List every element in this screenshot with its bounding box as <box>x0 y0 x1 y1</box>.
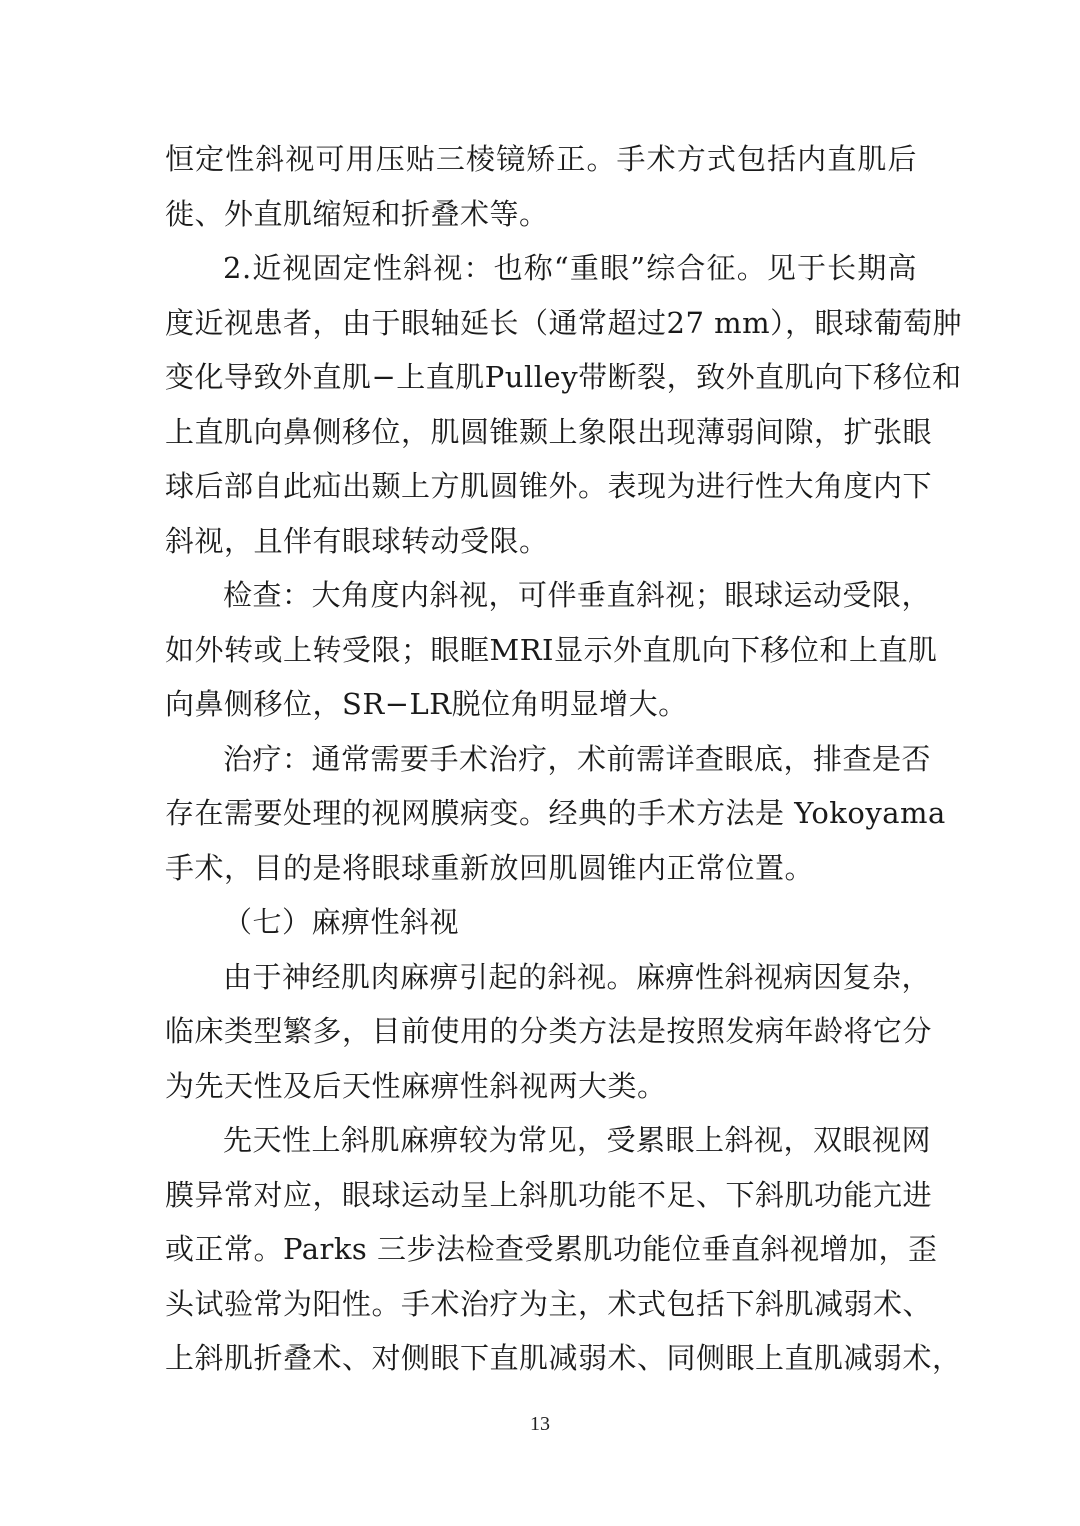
section-heading <box>165 895 917 950</box>
text-line: 上斜肌折叠术、对侧眼下直肌减弱术、同侧眼上直肌减弱术， <box>165 1341 962 1375</box>
text-line: 治疗：通常需要手术治疗，术前需详查眼底，排查是否 <box>223 741 932 776</box>
text-line: 为先天性及后天性麻痹性斜视两大类。 <box>165 1068 667 1103</box>
document-body <box>165 132 963 1386</box>
paragraph-3 <box>165 568 938 732</box>
text-line: 徙、外直肌缩短和折叠术等。 <box>165 196 549 231</box>
text-line: 上直肌向鼻侧移位，肌圆锥颞上象限出现薄弱间隙，扩张眼 <box>165 414 933 449</box>
paragraph-4 <box>165 732 946 896</box>
paragraph-2 <box>165 241 963 568</box>
text-line: 先天性上斜肌麻痹较为常见，受累眼上斜视，双眼视网 <box>223 1123 932 1157</box>
text-line: 如外转或上转受限；眼眶MRI显示外直肌向下移位和上直肌 <box>165 632 938 667</box>
text-line: 膜异常对应，眼球运动呈上斜肌功能不足、下斜肌功能亢进 <box>165 1177 933 1212</box>
text-line: 检查：大角度内斜视，可伴垂直斜视；眼球运动受限， <box>223 578 932 612</box>
text-line: 存在需要处理的视网膜病变。经典的手术方法是 Yokoyama <box>165 796 946 830</box>
text-line: 变化导致外直肌−上直肌Pulley带断裂，致外直肌向下移位和 <box>165 360 962 394</box>
text-line: 临床类型繁多，目前使用的分类方法是按照发病年龄将它分 <box>165 1014 933 1048</box>
text-line: 球后部自此疝出颞上方肌圆锥外。表现为进行性大角度内下 <box>165 469 933 503</box>
text-line: 度近视患者，由于眼轴延长（通常超过27 mm），眼球葡萄肿 <box>165 305 963 340</box>
paragraph-1 <box>165 132 917 241</box>
text-line: 头试验常为阳性。手术治疗为主，术式包括下斜肌减弱术、 <box>165 1286 933 1321</box>
text-line: 向鼻侧移位，SR−LR脱位角明显增大。 <box>165 687 688 721</box>
heading-text: （七）麻痹性斜视 <box>223 905 460 939</box>
text-line: 或正常。Parks 三步法检查受累肌功能位垂直斜视增加，歪 <box>165 1232 938 1266</box>
text-line: 恒定性斜视可用压贴三棱镜矫正。手术方式包括内直肌后 <box>165 142 917 176</box>
text-line: 斜视，且伴有眼球转动受限。 <box>165 523 549 558</box>
text-line: 2.近视固定性斜视：也称“重眼”综合征。见于长期高 <box>223 251 917 285</box>
page-number: 13 <box>530 1413 550 1435</box>
paragraph-6 <box>165 1113 962 1386</box>
text-line: 由于神经肌肉麻痹引起的斜视。麻痹性斜视病因复杂， <box>223 959 932 994</box>
paragraph-5 <box>165 950 933 1114</box>
text-line: 手术，目的是将眼球重新放回肌圆锥内正常位置。 <box>165 850 815 885</box>
